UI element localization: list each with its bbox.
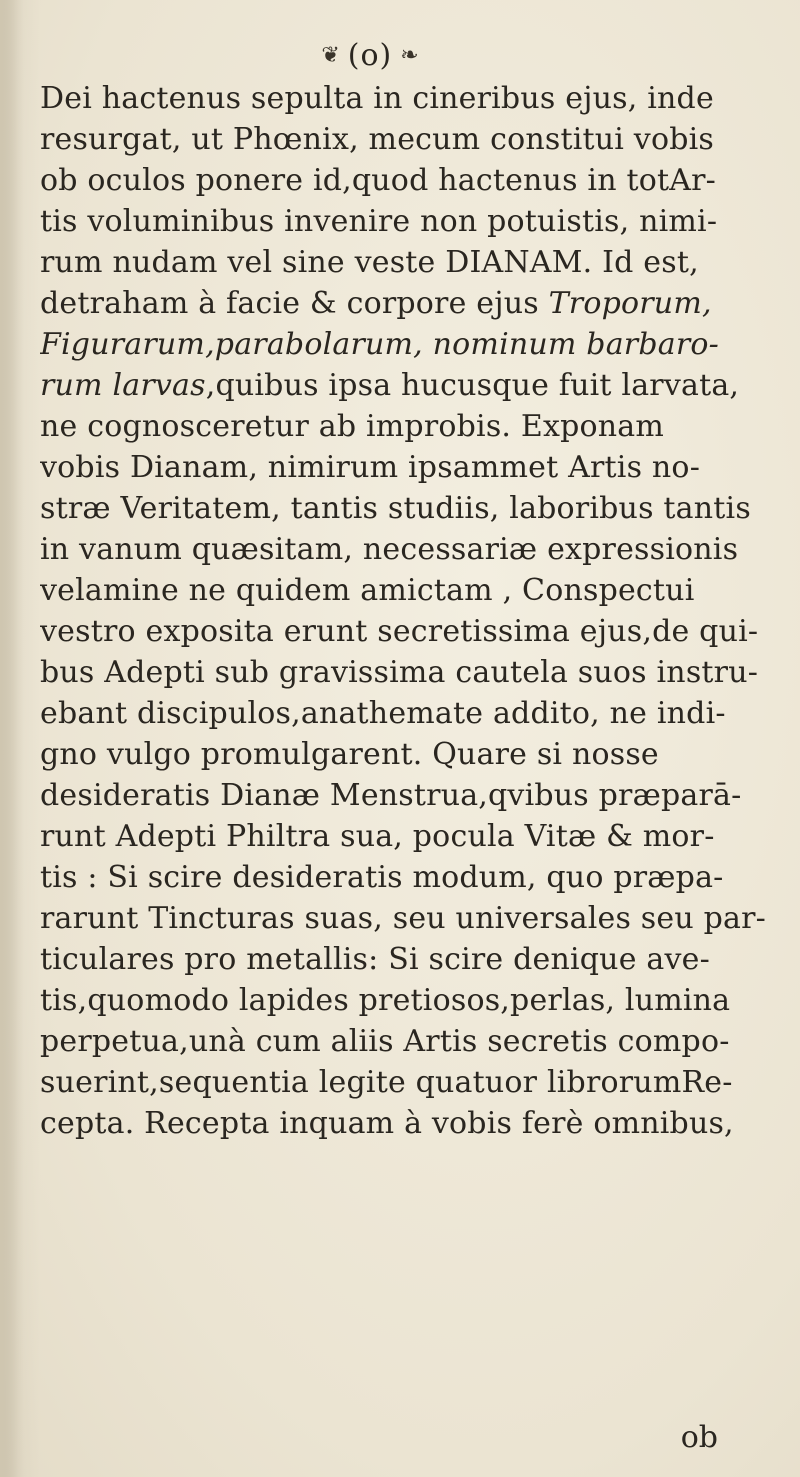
text-line: tis : Si scire desideratis modum, quo præpa-	[40, 860, 724, 895]
text-line: detraham à facie & corpore ejus Troporum,	[40, 286, 712, 321]
text-line: cepta. Recepta inquam à vobis ferè omnibus,	[40, 1106, 734, 1141]
page-header	[0, 38, 800, 73]
text-line: tis voluminibus invenire non potuistis, nimi-	[40, 204, 718, 239]
ornament-right-icon: ❧	[400, 43, 419, 68]
text-line: desideratis Dianæ Menstrua,qvibus præparā-	[40, 778, 742, 813]
ornament-left-icon: ❦	[321, 43, 340, 68]
text-line: ne cognosceretur ab improbis. Exponam	[40, 409, 665, 444]
text-line: vobis Dianam, nimirum ipsammet Artis no-	[40, 450, 701, 485]
text-line: ebant discipulos,anathemate addito, ne indi-	[40, 696, 726, 731]
italic-text: Troporum,	[548, 286, 712, 321]
text-line: rum nudam vel sine veste DIANAM. Id est,	[40, 245, 699, 280]
text-line: rum larvas,quibus ipsa hucusque fuit larvata,	[40, 368, 740, 403]
text-line: Dei hactenus sepulta in cineribus ejus, inde	[40, 81, 714, 116]
text-line: bus Adepti sub gravissima cautela suos instru-	[40, 655, 759, 690]
text-line: tis,quomodo lapides pretiosos,perlas, lumina	[40, 983, 731, 1018]
page-gutter-shadow	[0, 0, 24, 1477]
text-line: stræ Veritatem, tantis studiis, laboribus tantis	[40, 491, 751, 526]
text-line: gno vulgo promulgarent. Quare si nosse	[40, 737, 659, 772]
text-line: perpetua,unà cum aliis Artis secretis compo-	[40, 1024, 730, 1059]
text-line: vestro exposita erunt secretissima ejus,de qui-	[40, 614, 759, 649]
text-line: rarunt Tincturas suas, seu universales seu par-	[40, 901, 766, 936]
text-line: ticulares pro metallis: Si scire denique ave-	[40, 942, 710, 977]
text-line: in vanum quæsitam, necessariæ expressionis	[40, 532, 739, 567]
catchword: ob	[680, 1420, 718, 1455]
italic-text: rum larvas	[40, 368, 206, 403]
header-inner	[321, 38, 418, 73]
text-line: resurgat, ut Phœnix, mecum constitui vobis	[40, 122, 715, 157]
page-number: (o)	[347, 38, 393, 73]
text-line: suerint,sequentia legite quatuor librorumRe-	[40, 1065, 733, 1100]
body-text	[40, 78, 780, 1144]
text-line: ob oculos ponere id,quod hactenus in totAr-	[40, 163, 716, 198]
text-line: velamine ne quidem amictam , Conspectui	[40, 573, 695, 608]
italic-text: Figurarum,parabolarum, nominum barbaro-	[40, 327, 719, 362]
text-line: runt Adepti Philtra sua, pocula Vitæ & mor-	[40, 819, 715, 854]
text-line	[40, 324, 780, 365]
